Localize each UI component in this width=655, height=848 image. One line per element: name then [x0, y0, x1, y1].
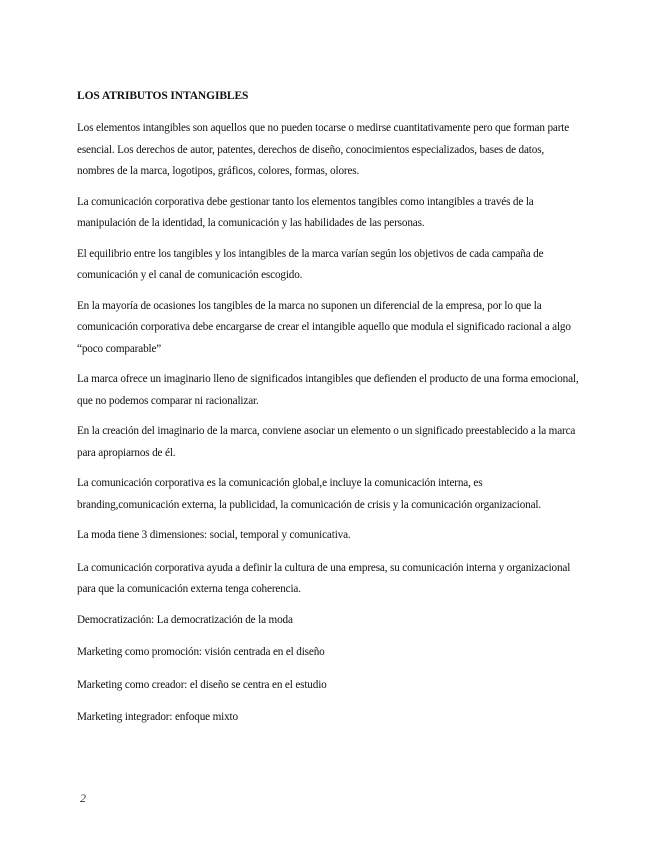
paragraph-democratization: Democratización: La democratización de la moda [77, 613, 293, 626]
section-heading: LOS ATRIBUTOS INTANGIBLES [77, 90, 249, 102]
paragraph-marketing-promotion: Marketing como promoción: visión centrada en el diseño [77, 646, 325, 658]
paragraph-intangibles-definition: Los elementos intangibles son aquellos que no pueden tocarse o medirse cuantitativamente pero que forman parte esencial. Los derechos de autor, patentes, derechos de diseño, conocimientos especializados, bases de datos, nombres de la marca, logotipos, gráficos, colores, formas, olores. [77, 122, 570, 177]
paragraph-corporate-communication-management: La comunicación corporativa debe gestionar tanto los elementos tangibles como intangibles a través de la manipulación de la identidad, la comunicación y las habilidades de las personas. [77, 195, 534, 229]
paragraph-marketing-creator: Marketing como creador: el diseño se centra en el estudio [77, 678, 327, 691]
paragraph-global-communication: La comunicación corporativa es la comunicación global,e incluye la comunicación interna, es branding,comunicación externa, la publicidad, la comunicación de crisis y la comunicación organizacional. [77, 477, 541, 511]
paragraph-imaginary-creation: En la creación del imaginario de la marca, conviene asociar un elemento o un significado preestablecido a la marca para apropiarnos de él. [77, 425, 576, 459]
paragraph-marketing-integrator: Marketing integrador: enfoque mixto [77, 711, 238, 723]
paragraph-corporate-culture: La comunicación corporativa ayuda a definir la cultura de una empresa, su comunicación interna y organizacional para que la comunicación externa tenga coherencia. [77, 561, 571, 595]
paragraph-fashion-dimensions: La moda tiene 3 dimensiones: social, temporal y comunicativa. [77, 529, 351, 541]
paragraph-differential: En la mayoría de ocasiones los tangibles de la marca no suponen un diferencial de la empresa, por lo que la comunicación corporativa debe encargarse de crear el intangible aquello que modula el significado racional a algo “poco comparable” [77, 299, 571, 355]
paragraph-brand-imaginary: La marca ofrece un imaginario lleno de significados intangibles que defienden el producto de una forma emocional, que no podemos comparar ni racionalizar. [77, 373, 579, 407]
page-number: 2 [80, 791, 86, 805]
paragraph-balance: El equilibrio entre los tangibles y los intangibles de la marca varían según los objetivos de cada campaña de comunicación y el canal de comunicación escogido. [77, 247, 544, 281]
document-body [77, 88, 582, 740]
